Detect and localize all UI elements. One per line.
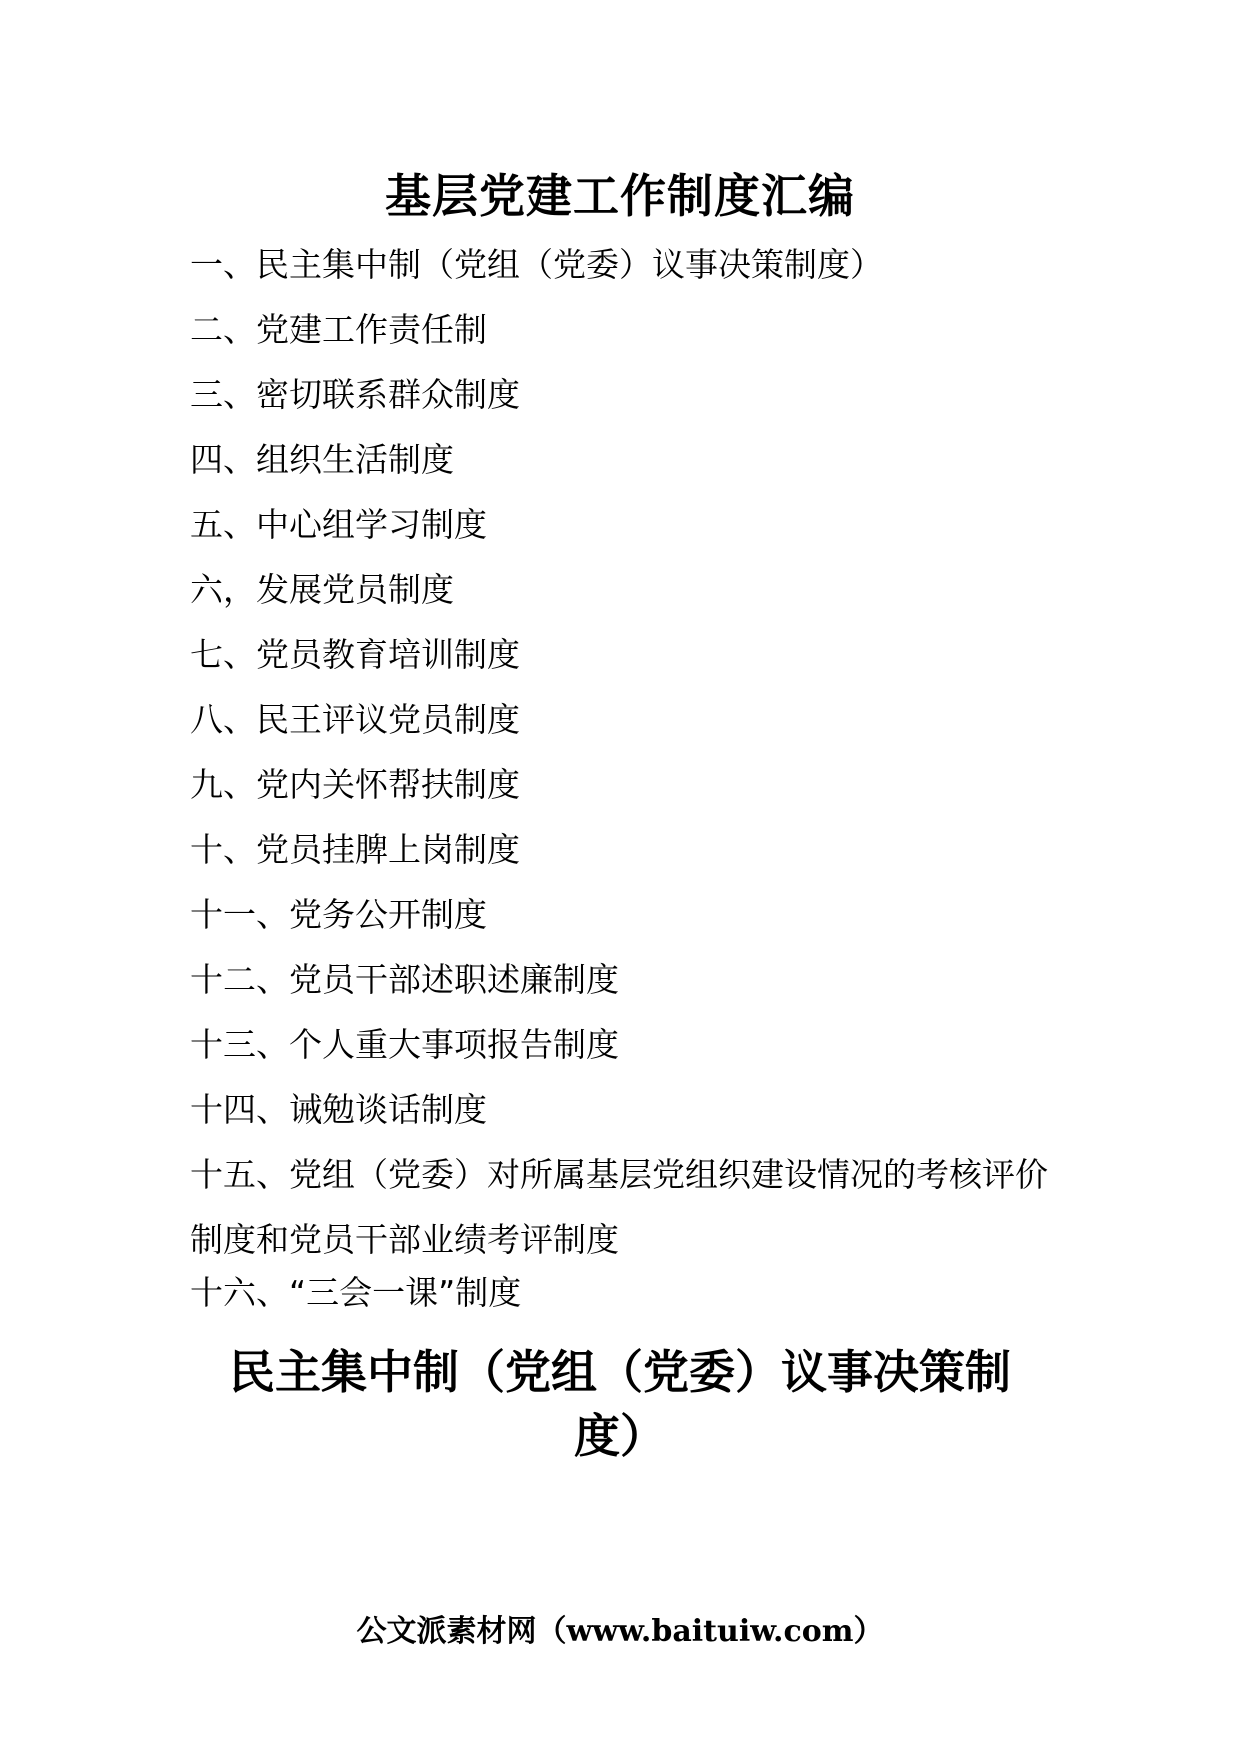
table-of-contents <box>190 232 1070 1325</box>
toc-item-3: 三、密切联系群众制度 <box>190 375 520 414</box>
toc-item-8: 八、民王评议党员制度 <box>190 700 520 739</box>
toc-item-16: 十六、“三会一课”制度 <box>190 1273 522 1312</box>
section-heading <box>0 1340 1240 1468</box>
toc-item-10: 十、党员挂脾上岗制度 <box>190 830 520 869</box>
footer-watermark: 公文派素材网（www.baituiw.com） <box>356 1614 884 1649</box>
toc-item-6: 六，发展党员制度 <box>190 570 454 609</box>
toc-item-4: 四、组织生活制度 <box>190 440 454 479</box>
toc-item-15: 十五、党组（党委）对所属基层党组织建设情况的考核评价制度和党员干部业绩考评制度 <box>190 1155 1048 1259</box>
toc-item-7: 七、党员教育培训制度 <box>190 635 520 674</box>
toc-item-9: 九、党内关怀帮扶制度 <box>190 765 520 804</box>
toc-item-11: 十一、党务公开制度 <box>190 895 487 934</box>
toc-item-12: 十二、党员干部述职述廉制度 <box>190 960 619 999</box>
page-title: 基层党建工作制度汇编 <box>385 169 855 223</box>
toc-item-1: 一、民主集中制（党组（党委）议事决策制度） <box>190 245 883 284</box>
section-heading-line-2: 度） <box>574 1409 666 1463</box>
toc-item-14: 十四、诫勉谈话制度 <box>190 1090 487 1129</box>
toc-item-5: 五、中心组学习制度 <box>190 505 487 544</box>
toc-item-2: 二、党建工作责任制 <box>190 310 487 349</box>
toc-item-13: 十三、个人重大事项报告制度 <box>190 1025 619 1064</box>
section-heading-line-1: 民主集中制（党组（党委）议事决策制 <box>229 1345 1011 1399</box>
